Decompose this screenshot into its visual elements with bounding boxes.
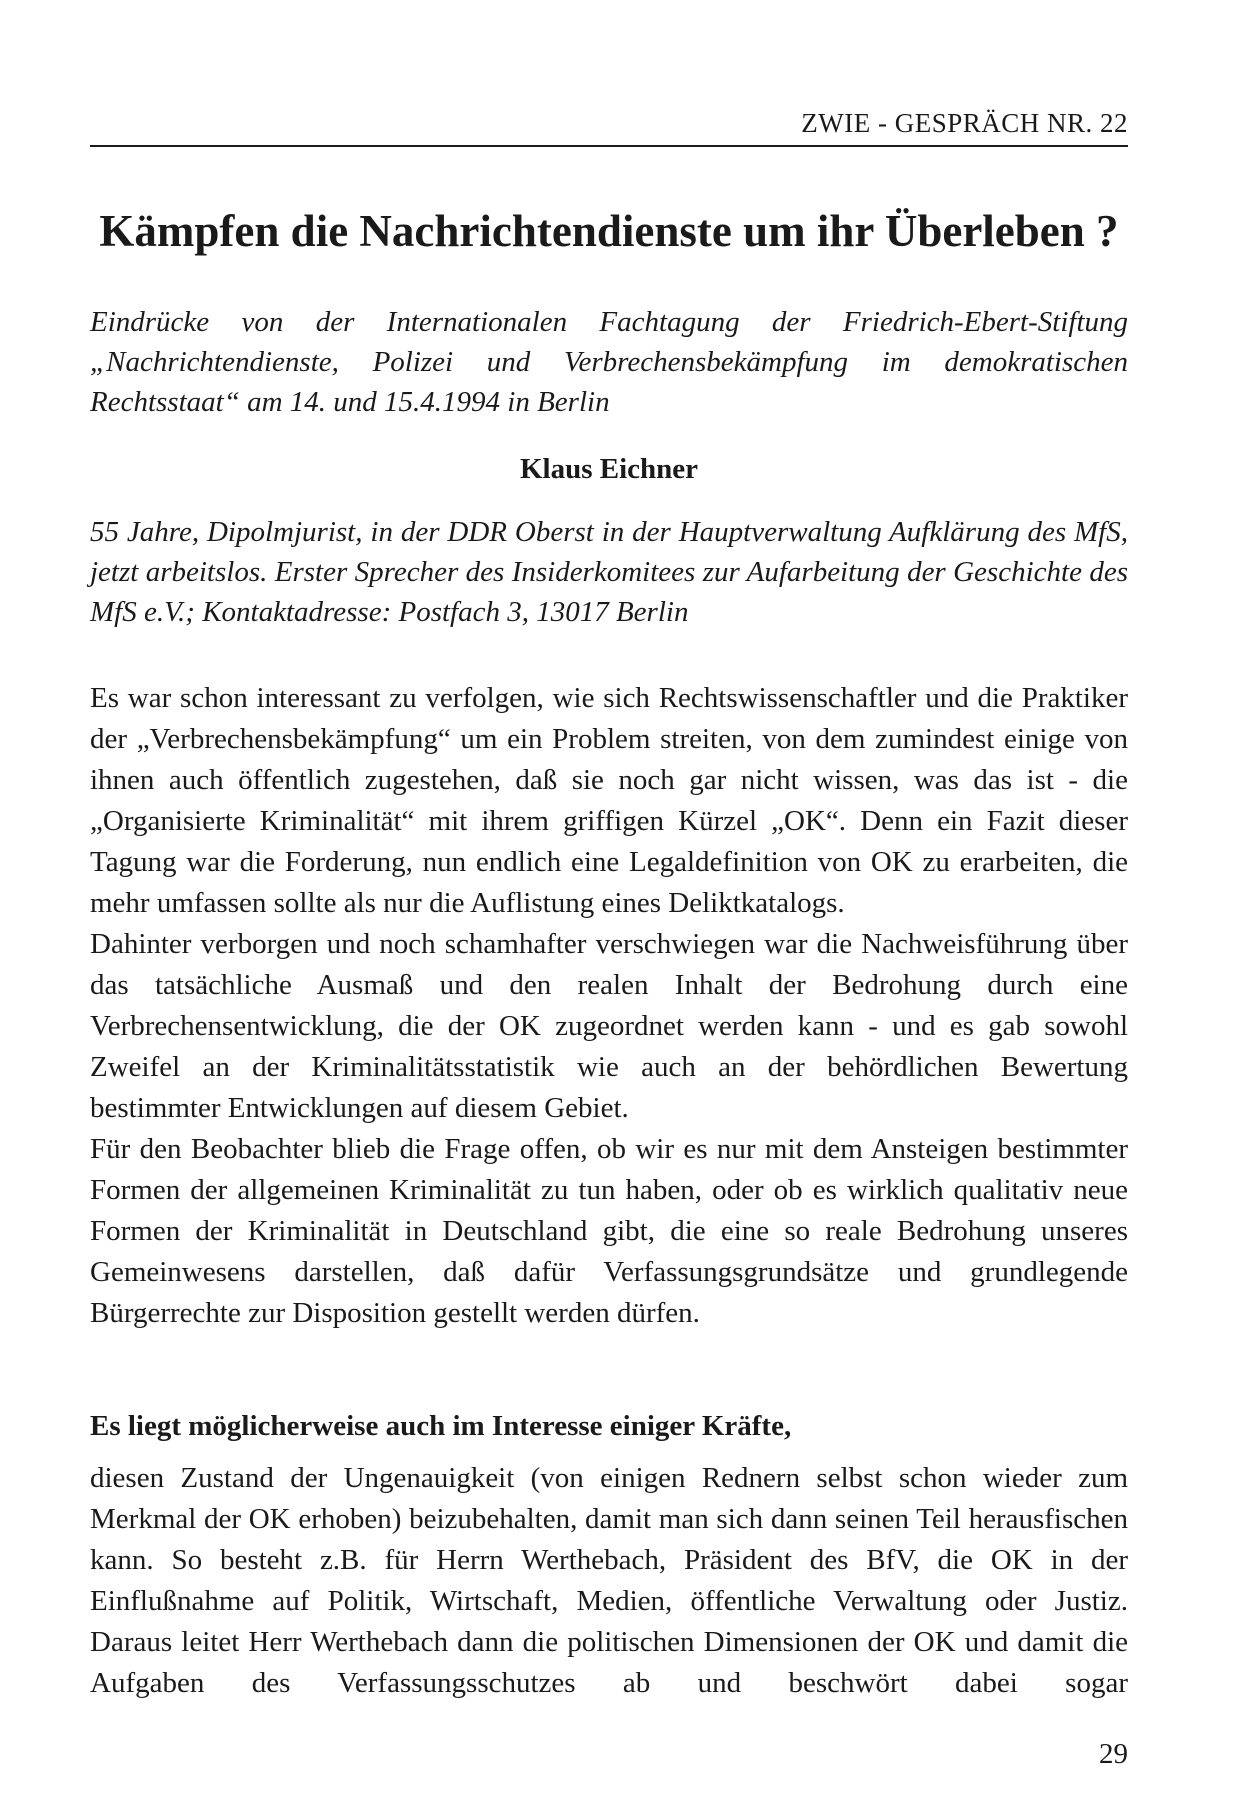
article-body bbox=[90, 678, 1128, 1334]
author-name: Klaus Eichner bbox=[519, 453, 699, 485]
author-bio: 55 Jahre, Dipolmjurist, in der DDR Oberst in der Hauptverwaltung Aufklärung des MfS, jetzt arbeitslos. Erster Sprecher des Insiderkomitees zur Aufarbeitung der Geschichte des MfS e.V.; Kontaktadresse: Postfach 3, 13017 Berlin bbox=[90, 516, 1128, 628]
body-paragraph-1: Es war schon interessant zu verfolgen, wie sich Rechtswissenschaftler und die Praktiker der „Verbrechensbekämpfung“ um ein Problem streiten, von dem zumindest einige von ihnen auch öffentlich zugestehen, daß sie noch gar nicht wissen, was das ist - die „Organisierte Kriminalität“ mit ihrem griffigen Kürzel „OK“. Denn ein Fazit dieser Tagung war die Forderung, nun endlich eine Legaldefinition von OK zu erarbeiten, die mehr umfassen sollte als nur die Auflistung eines Deliktkatalogs. bbox=[90, 682, 1128, 919]
running-head: ZWIE - GESPRÄCH NR. 22 bbox=[801, 108, 1128, 138]
body-paragraph-3: Für den Beobachter blieb die Frage offen, ob wir es nur mit dem Ansteigen bestimmter Formen der allgemeinen Kriminalität zu tun haben, oder ob es wirklich qualitativ neue Formen der Kriminalität in Deutschland gibt, die eine so reale Bedrohung unseres Gemeinwesens darstellen, daß dafür Verfassungsgrundsätze und grundlegende Bürgerrechte zur Disposition gestellt werden dürfen. bbox=[90, 1133, 1128, 1329]
page-number: 29 bbox=[1099, 1738, 1128, 1770]
header-rule bbox=[90, 145, 1128, 147]
article-intro: Eindrücke von der Internationalen Fachtagung der Friedrich-Ebert-Stiftung „Nachrichtendienste, Polizei und Verbrechensbekämpfung im demokratischen Rechtsstaat“ am 14. und 15.4.1994 in Berlin bbox=[90, 306, 1128, 418]
body-continuation: diesen Zustand der Ungenauigkeit (von einigen Rednern selbst schon wieder zum Merkmal der OK erhoben) beizubehalten, damit man sich dann seinen Teil herausfischen kann. So besteht z.B. für Herrn Werthebach, Präsident des BfV, die OK in der Einflußnahme auf Politik, Wirtschaft, Medien, öffentliche Verwaltung oder Justiz. Daraus leitet Herr Werthebach dann die politischen Dimensionen der OK und damit die Aufgaben des Verfassungsschutzes ab und beschwört dabei sogar bbox=[90, 1462, 1128, 1699]
section-subheading: Es liegt möglicherweise auch im Interesse einiger Kräfte, bbox=[90, 1410, 792, 1442]
body-paragraph-2: Dahinter verborgen und noch schamhafter verschwiegen war die Nachweisführung über das tatsächliche Ausmaß und den realen Inhalt der Bedrohung durch eine Verbrechensentwicklung, die der OK zugeordnet werden kann - und es gab sowohl Zweifel an der Kriminalitätsstatistik wie auch an der behördlichen Bewertung bestimmter Entwicklungen auf diesem Gebiet. bbox=[90, 928, 1128, 1124]
article-title: Kämpfen die Nachrichtendienste um ihr Überleben ? bbox=[99, 206, 1119, 256]
